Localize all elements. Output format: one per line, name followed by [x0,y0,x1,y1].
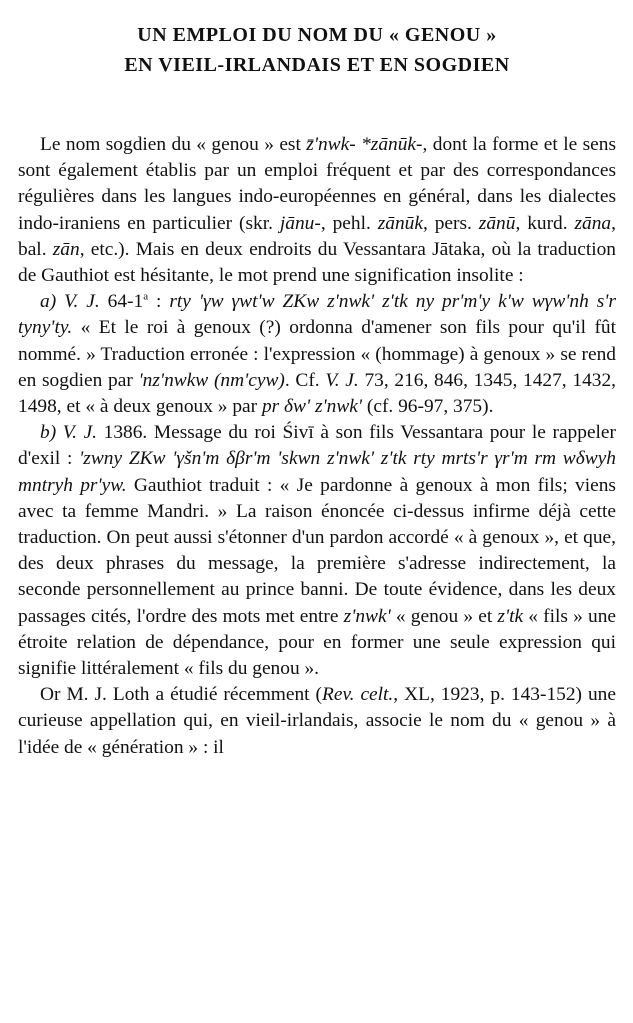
superscript-marker: a [143,290,149,303]
baluchi-term: zān [52,238,80,260]
paragraph-loth: Or M. J. Loth a étudié récemment (Rev. celt., XL, 1923, p. 143-152) une curieuse appellation qui, en vieil-irlandais, associe le nom du « genou » à l'idée de « génération » : il [18,684,616,758]
journal-title: Rev. celt. [322,684,394,706]
document-page [18,20,616,761]
sogdian-term: z̄'nwk- *zānūk- [306,134,423,155]
citation-label: V. J. [325,369,359,391]
sanskrit-term: jānu- [279,212,321,234]
paragraph-example-a: a) V. J. 64-1$^a$ : rty 'γw γwt'w ZKw z'nwk' z'tk ny pr'm'y k'w wγw'nh s'r tyny'ty. « Et le roi à genoux (?) ordonna d'amener son fils pour qu'il fût nommé. » Traduction erronée : l'expression « (hommage) à genoux » se rend en sogdien par 'nz'nwkw (nm'cyw). Cf. V. J. 73, 216, 846, 1345, 1427, 1432, 1498, et « à deux genoux » par pr δw' z'nwk' (cf. 96-97, 375). [18,290,616,418]
sogdian-term: z'nwk' [343,605,391,627]
citation-label: b) V. J. [40,422,98,444]
sogdian-quote: 'zwny ZKw 'γšn'm δβr'm 'skwn z'nwk' z'tk rty mrts'r γr'm rm wδwyh mntryh pr'yw. [18,448,616,496]
title-line-2: EN VIEIL-IRLANDAIS ET EN SOGDIEN [124,54,510,76]
paragraph-intro: Le nom sogdien du « genou » est z̄'nwk- *zānūk-, dont la forme et le sens sont également établis par un emploi fréquent et par des correspondances régulières dans les langues indo-européennes en général, dans les dialectes indo-iraniens en particulier (skr. jānu-, pehl. zānūk, pers. zānū, kurd. zāna, bal. zān, etc.). Mais en deux endroits du Vessantara Jātaka, où la traduction de Gauthiot est hésitante, le mot prend une signification insolite : [18,134,616,287]
sogdian-term: 'nz'nwkw (nm'cyw) [138,369,285,391]
persian-term: zānū [478,212,516,234]
pahlavi-term: zānūk [377,212,423,234]
article-body [18,132,616,761]
title-line-1: UN EMPLOI DU NOM DU « GENOU » [137,24,497,46]
sogdian-term: z'tk [497,605,524,627]
kurdish-term: zāna [574,212,612,234]
sogdian-quote: rty 'γw γwt'w ZKw z'nwk' z'tk ny pr'm'y k'w wγw'nh s'r tyny'ty. [18,291,616,339]
article-title [18,20,616,80]
sogdian-term: pr δw' z'nwk' [261,396,363,418]
citation-label: a) V. J. [40,291,100,313]
paragraph-example-b: b) V. J. 1386. Message du roi Śivī à son fils Vessantara pour le rappeler d'exil : 'zwny ZKw 'γšn'm δβr'm 'skwn z'nwk' z'tk rty mrts'r γr'm rm wδwyh mntryh pr'yw. Gauthiot traduit : « Je pardonne à genoux à mon fils; viens avec ta femme Mandri. » La raison énoncée ci-dessus infirme déjà cette traduction. On peut aussi s'étonner d'un pardon accordé « à genoux », et que, des deux phrases du message, la première s'adresse indirectement, la seconde personnellement au prince banni. De toute évidence, dans les deux passages cités, l'ordre des mots met entre z'nwk' « genou » et z'tk « fils » une étroite relation de dépendance, pour en former une seule expression qui signifie littéralement « fils du genou ». [18,422,616,680]
